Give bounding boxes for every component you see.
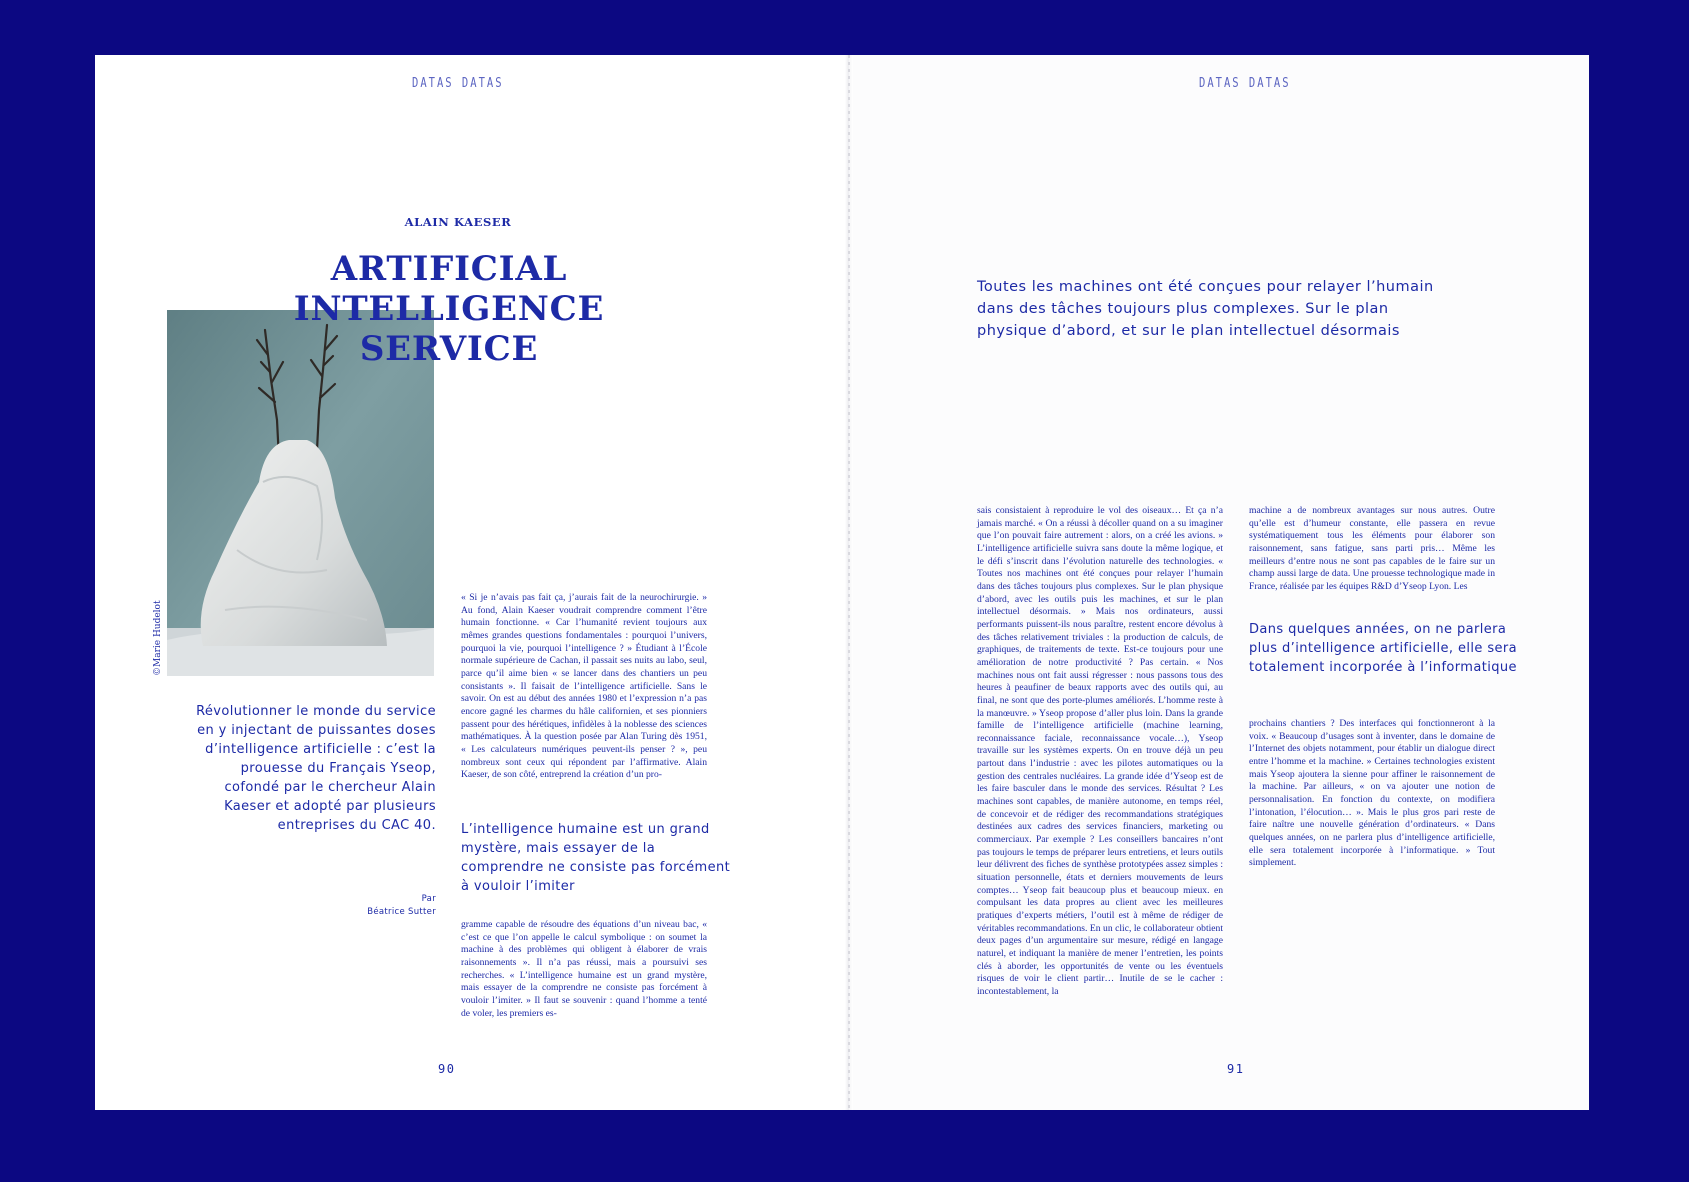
photo-credit: ©Marie Hudelot — [153, 600, 163, 676]
left-pullquote: L’intelligence humaine est un grand mystère, mais essayer de la comprendre ne consiste pas forcément à vouloir l’imiter — [461, 822, 731, 894]
byline-prefix: Par — [421, 894, 436, 904]
right-column-2-bottom: prochains chantiers ? Des interfaces qui fonctionneront à la voix. « Beaucoup d’usages sont à inventer, dans le domaine de l’Internet des objets notamment, pour établir un dialogue direct entre l’homme et la machine. » Certaines technologies existent mais Yseop ajoutera la sienne pour affiner le raisonnement de la machine. Par ailleurs, « on va ajouter une notion de personnalisation. En fonction du contexte, on modifiera l’intonation, l’élocution… ». Mais le plus gros pari reste de faire naître une nouvelle génération d’ordinateurs. « Dans quelques années, on ne parlera plus d’intelligence artificielle, elle sera totalement incorporée à l’informatique. » Tout simplement. — [1249, 718, 1495, 869]
running-head-left: DATAS DATAS — [412, 75, 504, 91]
article-title — [249, 249, 649, 369]
left-column-bottom: gramme capable de résoudre des équations d’un niveau bac, « c’est ce que l’on appelle le calcul symbolique : on soumet la machine à des problèmes qui obligent à élaborer de vrais raisonnements ». Il n’a pas réussi, mais a poursuivi ses recherches. « L’intelligence humaine est un grand mystère, mais essayer de la comprendre ne consiste pas forcément à vouloir l’imiter. » Il faut se souvenir : quand l’homme a tenté de voler, les premiers es- — [461, 919, 707, 1019]
page-number-left: 90 — [438, 1062, 456, 1076]
right-column-1: sais consistaient à reproduire le vol des oiseaux… Et ça n’a jamais marché. « On a réussi à décoller quand on a su imaginer que l’on pouvait faire autrement : alors, on a créé les avions. » L’intelligence artificielle suivra sans doute la même logique, et le défi s’inscrit dans l’évolution naturelle des technologies. « Toutes nos machines ont été conçues pour relayer l’humain dans des tâches toujours plus complexes. Sur le plan physique d’abord, avec les outils puis les machines, et sur le plan intellectuel désormais. » Mais nos ordinateurs, aussi performants puissent-ils nous paraître, restent encore dévolus à des tâches relativement triviales : la production de calculs, de graphiques, de traitements de texte. Est-ce toujours pour une amélioration de notre productivité ? Pas certain. « Nos machines nous ont fait aussi régresser : nous passons tous des heures à peaufiner de beaux rapports avec des outils qui, au final, ne sont que des porte-plumes améliorés. L’homme reste à la manœuvre. » Yseop propose d’aller plus loin. Dans la grande famille de l’intelligence artificielle (machine learning, reconnaissance faciale, reconnaissance vocale…), Yseop travaille sur les systèmes experts. On en trouve déjà un peu partout dans l’industrie : avec les pilotes automatiques ou la gestion des centrales nucléaires. La grande idée d’Yseop est de les faire basculer dans le monde des services. Résultat ? Les machines sont capables, de manière autonome, en temps réel, de concevoir et de rédiger des recommandations stratégiques destinées aux cadres des services financiers, marketing ou commerciaux. Par exemple ? Les conseillers bancaires n’ont pas toujours le temps de préparer leurs entretiens, et leurs outils leur délivrent des fiches de synthèse prototypées assez simples : situation personnelle, états et derniers mouvements de leurs comptes… Yseop fait beaucoup plus et beaucoup mieux. en compulsant les data propres au client avec les meilleures pratiques d’experts métiers, l’outil est à même de rédiger de véritables recommandations. En un clic, le collaborateur obtient deux pages d’un argumentaire sur mesure, rédigé en langage naturel, et indiquant la manière de mener l’entretien, les points clés à aborder, les opportunités de vente ou les éventuels risques de voir le client partir… Inutile de se le cacher : incontestablement, la — [977, 505, 1223, 997]
right-intro-quote: Toutes les machines ont été conçues pour relayer l’humain dans des tâches toujours plus complexes. Sur le plan physique d’abord, et sur le plan intellectuel désormais — [977, 279, 1434, 339]
hooded-figure-photo — [167, 310, 434, 730]
author-kicker: ALAIN KAESER — [404, 215, 512, 229]
article-lead: Révolutionner le monde du service en y injectant de puissantes doses d’intelligence artificielle : c’est la prouesse du Français Yseop, cofondé par le chercheur Alain Kaeser et adopté par plusieurs entreprises du CAC 40. — [196, 704, 436, 833]
title-line-3: SERVICE — [359, 329, 539, 369]
right-pullquote: Dans quelques années, on ne parlera plus d’intelligence artificielle, elle sera totalement incorporée à l’informatique — [1249, 622, 1518, 675]
left-column-top: « Si je n’avais pas fait ça, j’aurais fait de la neurochirurgie. » Au fond, Alain Kaeser voudrait comprendre comment l’être humain fonctionne. « Car l’humanité revient toujours aux mêmes grandes questions fondamentales : pourquoi l’univers, pourquoi la vie, pourquoi l’intelligence ? » Étudiant à l’École normale supérieure de Cachan, il passait ses nuits au labo, seul, parce qu’il aime bien « se lancer dans des chantiers un peu consistants ». Il faisait de l’intelligence artificielle. Sans le savoir. On est au début des années 1980 et l’expression n’a pas encore gagné les charmes du hâle californien, et ses pionniers passent pour des hérétiques, infidèles à la noblesse des sciences mathématiques. À la question posée par Alan Turing dès 1951, « Les calculateurs numériques peuvent-ils penser ? », peu nombreux sont ceux qui répondent par l’affirmative. Alain Kaeser, de son côté, entreprend la création d’un pro- — [461, 592, 707, 781]
right-column-2-top: machine a de nombreux avantages sur nous autres. Outre qu’elle est d’humeur constante, elle passera en revue systématiquement tous les éléments pour élaborer son raisonnement, sans fatigue, sans parti pris… Même les meilleurs d’entre nous ne sont pas capables de le faire sur un champ aussi large de data. Une prouesse technologique made in France, réalisée par les équipes R&D d’Yseop Lyon. Les — [1249, 505, 1495, 592]
binding-perforation — [848, 55, 850, 1110]
byline — [296, 893, 436, 919]
byline-name: Béatrice Sutter — [367, 907, 436, 917]
running-head-right: DATAS DATAS — [1199, 75, 1291, 91]
title-line-2: INTELLIGENCE — [293, 289, 605, 329]
title-line-1: ARTIFICIAL — [330, 249, 568, 289]
page-number-right: 91 — [1227, 1062, 1245, 1076]
